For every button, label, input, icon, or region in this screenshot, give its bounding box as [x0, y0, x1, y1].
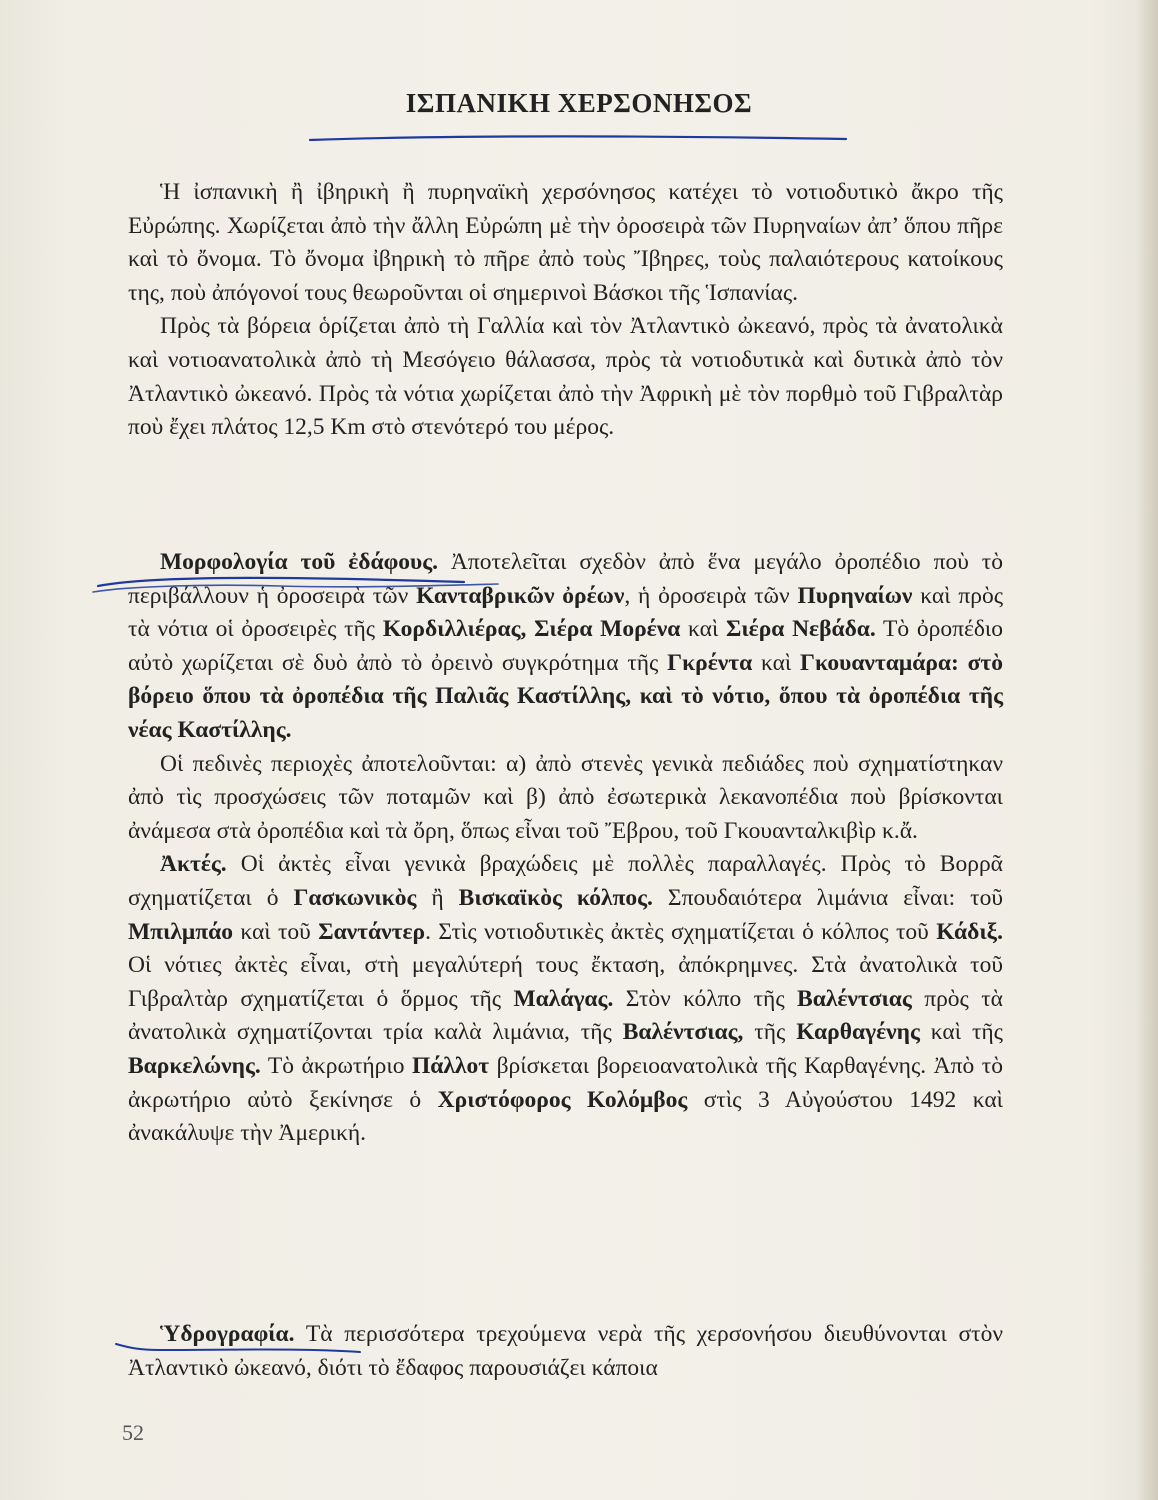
heading-hydrography: Ὑδρογραφία. — [160, 1321, 295, 1347]
paragraph-borders: Πρὸς τὰ βόρεια ὁρίζεται ἀπὸ τὴ Γαλλία καὶ τὸν Ἀτλαντικὸ ὠκεανό, πρὸς τὰ ἀνατολικὰ καὶ νοτιοανατολικὰ ἀπὸ τὴ Μεσόγειο θάλασσα, πρὸς τὰ νοτιοδυτικὰ καὶ δυτικὰ ἀπὸ τὸν Ἀτλαντικὸ ὠκεανό. Πρὸς τὰ νότια χωρίζεται ἀπὸ τὴν Ἀφρικὴ μὲ τὸν πορθμὸ τοῦ Γιβραλτὰρ ποὺ ἔχει πλάτος 12,5 Km στὸ στενότερό του μέρος. — [128, 313, 1003, 441]
paragraph-intro: Ἡ ἰσπανικὴ ἢ ἰβηρικὴ ἢ πυρηναϊκὴ χερσόνησος κατέχει τὸ νοτιοδυτικὸ ἄκρο τῆς Εὐρώπης. Χωρίζεται ἀπὸ τὴν ἄλλη Εὐρώπη μὲ τὴν ὀροσειρὰ τῶν Πυρηναίων ἀπ’ ὅπου πῆρε καὶ τὸ ὄνομα. Τὸ ὄνομα ἰβηρικὴ τὸ πῆρε ἀπὸ τοὺς Ἴβηρες, τοὺς παλαιότερους κατοίκους της, ποὺ ἀπόγονοί τους θεωροῦνται οἱ σημερινοὶ Βάσκοι τῆς Ἱσπανίας. — [128, 179, 1003, 306]
paragraph-morphology: Μορφολογία τοῦ ἐδάφους. Ἀποτελεῖται σχεδὸν ἀπὸ ἕνα μεγάλο ὀροπέδιο ποὺ τὸ περιβάλλουν ἡ ὀροσειρὰ τῶν Κανταβρικῶν ὀρέων, ἡ ὀροσειρὰ τῶν Πυρηναίων καὶ πρὸς τὰ νότια οἱ ὀροσειρὲς τῆς Κορδιλλιέρας, Σιέρα Μορένα καὶ Σιέρα Νεβάδα. Τὸ ὀροπέδιο αὐτὸ χωρίζεται σὲ δυὸ ἀπὸ τὸ ὀρεινὸ συγκρότημα τῆς Γκρέντα καὶ Γκουανταμάρα: στὸ βόρειο ὅπου τὰ ὀροπέδια τῆς Παλιᾶς Καστίλλης, καὶ τὸ νότιο, ὅπου τὰ ὀροπέδια τῆς νέας Καστίλλης. — [128, 549, 1004, 743]
title-pen-underline — [308, 132, 848, 146]
hydrography-section — [128, 1318, 1003, 1385]
page-title: ΙΣΠΑΝΙΚΗ ΧΕΡΣΟΝΗΣΟΣ — [405, 88, 753, 118]
paragraph-plains: Οἱ πεδινὲς περιοχὲς ἀποτελοῦνται: α) ἀπὸ στενὲς γενικὰ πεδιάδες ποὺ σχηματίστηκαν ἀπὸ τὶς προσχώσεις τῶν ποταμῶν καὶ β) ἀπὸ ἐσωτερικὰ λεκανοπέδια ποὺ βρίσκονται ἀνάμεσα στὰ ὀροπέδια καὶ τὰ ὄρη, ὅπως εἶναι τοῦ Ἔβρου, τοῦ Γκουανταλκιβὶρ κ.ἄ. — [128, 750, 1003, 844]
heading-morphology: Μορφολογία τοῦ ἐδάφους. — [160, 549, 438, 575]
book-spine-shadow — [1136, 0, 1158, 1500]
paragraph-coasts: Ἀκτές. Οἱ ἀκτὲς εἶναι γενικὰ βραχώδεις μὲ πολλὲς παραλλαγές. Πρὸς τὸ Βορρᾶ σχηματίζεται ὁ Γασκωνικὸς ἢ Βισκαϊκὸς κόλπος. Σπουδαιότερα λιμάνια εἶναι: τοῦ Μπιλμπάο καὶ τοῦ Σαντάντερ. Στὶς νοτιοδυτικὲς ἀκτὲς σχηματίζεται ὁ κόλπος τοῦ Κάδιξ. Οἱ νότιες ἀκτὲς εἶναι, στὴ μεγαλύτερή τους ἔκταση, ἀπόκρημνες. Στὰ ἀνατολικὰ τοῦ Γιβραλτὰρ σχηματίζεται ὁ ὅρμος τῆς Μαλάγας. Στὸν κόλπο τῆς Βαλέντσιας πρὸς τὰ ἀνατολικὰ σχηματίζονται τρία καλὰ λιμάνια, τῆς Βαλέντσιας, τῆς Καρθαγένης καὶ τῆς Βαρκελώνης. Τὸ ἀκρωτήριο Πάλλοτ βρίσκεται βορειοανατολικὰ τῆς Καρθαγένης. Ἀπὸ τὸ ἀκρωτήριο αὐτὸ ξεκίνησε ὁ Χριστόφορος Κολόμβος στὶς 3 Αὐγούστου 1492 καὶ ἀνακάλυψε τὴν Ἀμερική. — [128, 851, 1004, 1147]
intro-section — [128, 176, 1003, 445]
heading-coasts: Ἀκτές. — [160, 851, 227, 878]
paragraph-hydrography: Ὑδρογραφία. Τὰ περισσότερα τρεχούμενα νερὰ τῆς χερσονήσου διευθύνονται στὸν Ἀτλαντικὸ ὠκεανό, διότι τὸ ἔδαφος παρουσιάζει κάποια — [128, 1321, 1003, 1381]
page-number: 52 — [122, 1420, 144, 1445]
morphology-section — [128, 546, 1003, 1151]
